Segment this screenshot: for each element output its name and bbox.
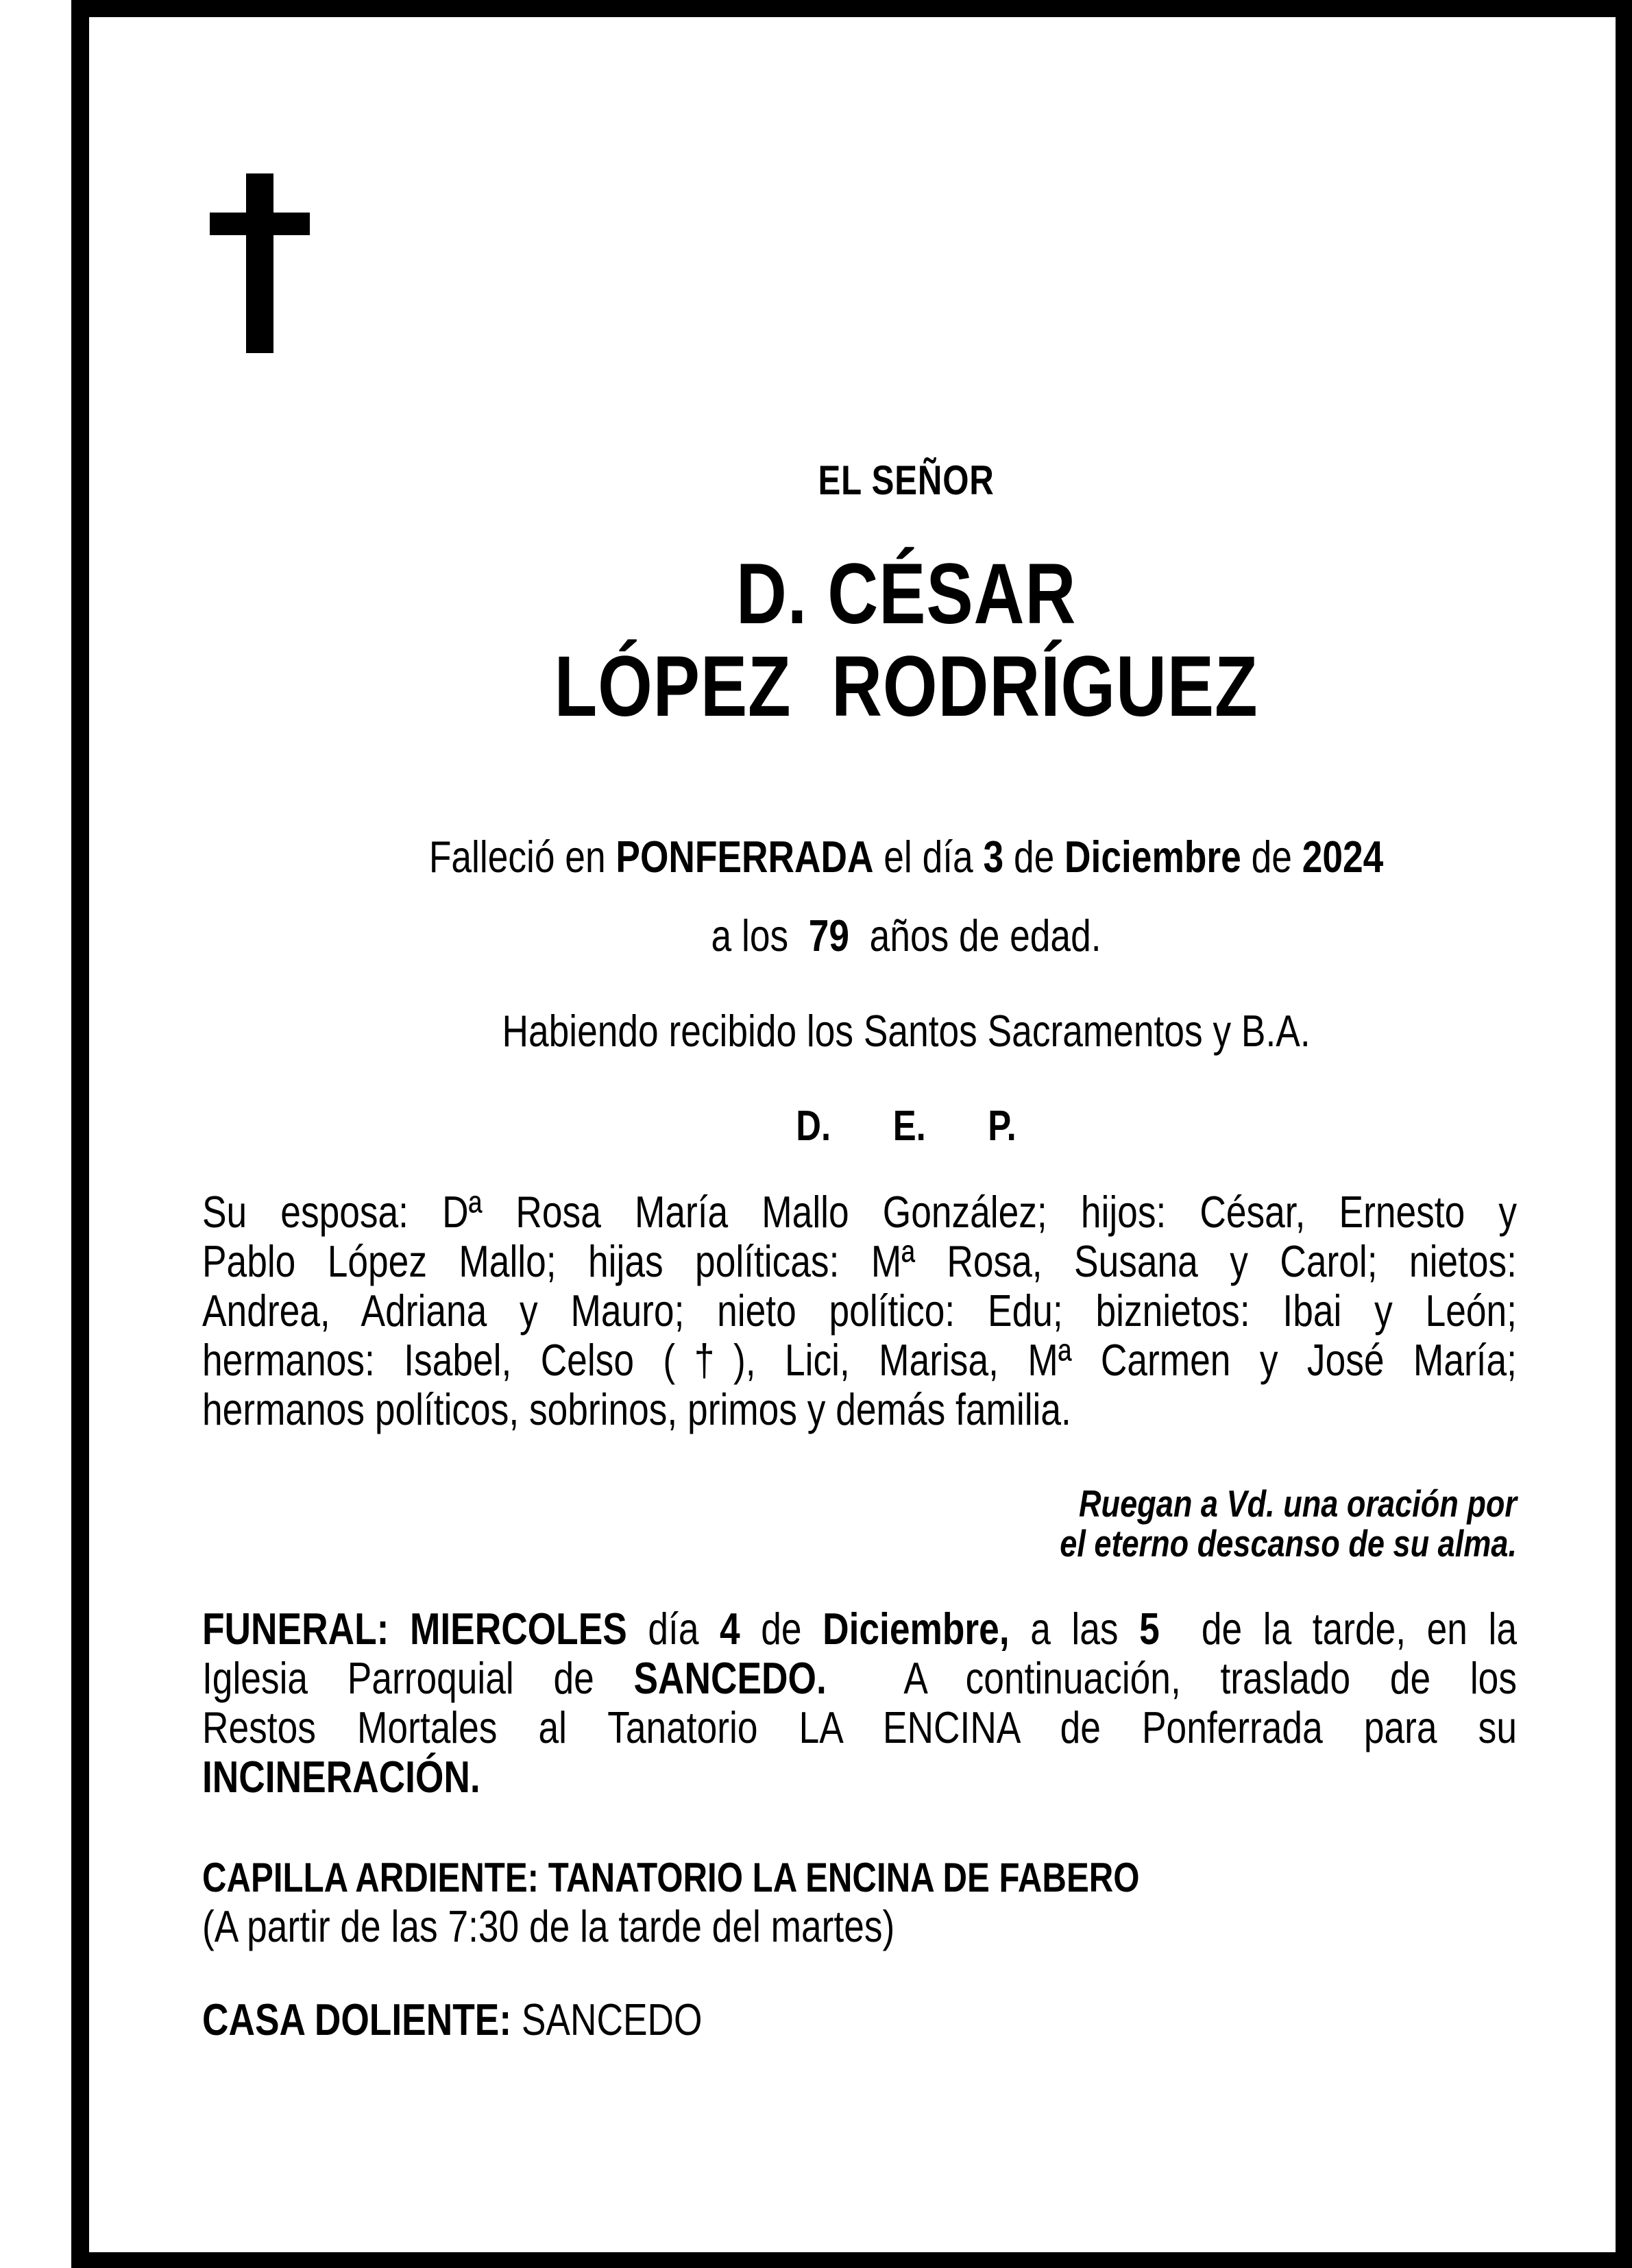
death-age-line: a los 79 años de edad. xyxy=(711,910,1101,961)
title-el-senor: EL SEÑOR xyxy=(818,457,995,503)
deceased-name xyxy=(295,548,1517,733)
funeral-paragraph xyxy=(202,1604,1517,1802)
frame-border-right xyxy=(1616,0,1632,2268)
chapel-schedule-line: (A partir de las 7:30 de la tarde del martes) xyxy=(202,1901,895,1951)
family-line: Su esposa: Dª Rosa María Mallo González; hijos: César, Ernesto y xyxy=(202,1187,1517,1237)
cross-horizontal-bar xyxy=(210,213,310,235)
family-line: Andrea, Adriana y Mauro; nieto político: Edu; biznietos: Ibai y León; xyxy=(202,1286,1517,1336)
frame-border-top xyxy=(71,0,1632,17)
funeral-line: INCINERACIÓN. xyxy=(202,1752,480,1802)
latin-cross-icon xyxy=(210,173,310,353)
family-line: hermanos políticos, sobrinos, primos y demás familia. xyxy=(202,1384,1071,1434)
sacraments-line: Habiendo recibido los Santos Sacramentos y B.A. xyxy=(502,1006,1311,1056)
death-place-date-line: Falleció en PONFERRADA el día 3 de Diciembre de 2024 xyxy=(428,832,1384,882)
funeral-line: Iglesia Parroquial de SANCEDO. A continuación, traslado de los xyxy=(202,1653,1517,1703)
deceased-name-line2: LÓPEZ RODRÍGUEZ xyxy=(554,639,1258,734)
cross-vertical-bar xyxy=(246,173,273,353)
prayer-request xyxy=(202,1484,1517,1563)
mourning-house-line: CASA DOLIENTE: SANCEDO xyxy=(202,1994,703,2044)
dep-abbreviation: D. E. P. xyxy=(796,1102,1016,1150)
family-line: Pablo López Mallo; hijas políticas: Mª Rosa, Susana y Carol; nietos: xyxy=(202,1236,1517,1286)
prayer-line2: el eterno descanso de su alma. xyxy=(1060,1522,1517,1565)
frame-border-bottom xyxy=(71,2252,1632,2268)
family-line: hermanos: Isabel, Celso (†), Lici, Marisa, Mª Carmen y José María; xyxy=(202,1335,1517,1385)
funeral-line: FUNERAL: MIERCOLES día 4 de Diciembre, a las 5 de la tarde, en la xyxy=(202,1604,1517,1654)
funeral-line: Restos Mortales al Tanatorio LA ENCINA de Ponferrada para su xyxy=(202,1702,1517,1752)
prayer-line1: Ruegan a Vd. una oración por xyxy=(1078,1482,1517,1525)
burning-chapel-line: CAPILLA ARDIENTE: TANATORIO LA ENCINA DE FABERO xyxy=(202,1855,1140,1901)
family-paragraph xyxy=(202,1187,1517,1434)
deceased-name-line1: D. CÉSAR xyxy=(735,546,1077,642)
frame-border-left xyxy=(71,0,89,2268)
